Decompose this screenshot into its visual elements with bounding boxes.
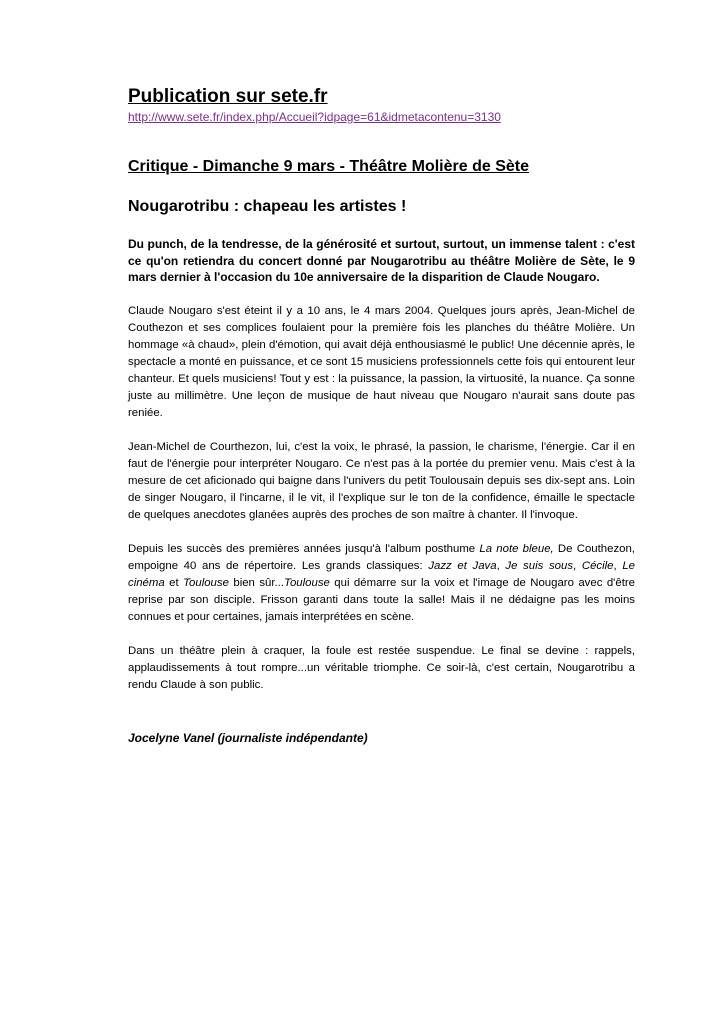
p3-text-2: De Couthezon, empoigne 40 ans de répertoire. Les grands classiques: — [128, 542, 635, 572]
song-title-le-cinema: Le cinéma — [128, 559, 635, 589]
critique-heading: Critique - Dimanche 9 mars - Théâtre Molière de Sète — [128, 158, 530, 175]
p3-text-4: , — [573, 559, 582, 572]
p3-text-8: qui démarre sur la voix et l'image de Nougaro avec d'être reprise par son disciple. Frisson garanti dans toute la salle! Mais il ne dédaigne pas les moins connues et pour certaines, jamais interprétées en scène. — [128, 576, 635, 623]
p3-text-1: Depuis les succès des premières années jusqu'à l'album posthume — [128, 542, 480, 555]
song-title-toulouse: Toulouse — [183, 576, 229, 589]
p3-text-6: et — [164, 576, 184, 589]
album-title-la-note-bleue: La note bleue, — [479, 542, 554, 555]
p3-text-5: , — [613, 559, 623, 572]
article-lead: Du punch, de la tendresse, de la générosité et surtout, surtout, un immense talent : c'est ce qu'on retiendra du concert donné par Nougarotribu au théâtre Molière de Sète, le 9 mars dernier à l'occasion du 10e anniversaire de la disparition de Claude Nougaro. — [128, 237, 635, 285]
article-paragraph-1: Claude Nougaro s'est éteint il y a 10 ans, le 4 mars 2004. Quelques jours après, Jean-Michel de Couthezon et ses complices foulaient pour la première fois les planches du théâtre Molière. Un hommage «à chaud», plein d'émotion, qui avait déjà enthousiasmé le public! Une décennie après, le spectacle a monté en puissance, et ce sont 15 musiciens professionnels cette fois qui entourent leur chanteur. Et quels musiciens! Tout y est : la puissance, la passion, la virtuosité, la nuance. Ça sonne juste au millimètre. Une leçon de musique de haut niveau que Nougaro n'aurait sans doute pas reniée. — [128, 304, 635, 419]
article-paragraph-3 — [128, 541, 635, 626]
publication-link[interactable]: http://www.sete.fr/index.php/Accueil?idpage=61&idmetacontenu=3130 — [128, 110, 501, 124]
song-title-jazz-et-java: Jazz et Java — [428, 559, 497, 572]
article-author: Jocelyne Vanel (journaliste indépendante) — [128, 730, 368, 745]
article-paragraph-4: Dans un théâtre plein à craquer, la foule est restée suspendue. Le final se devine : rappels, applaudissements à tout rompre...un véritable triomphe. Ce soir-là, c'est certain, Nougarotribu a rendu Claude à son public. — [128, 644, 635, 691]
song-title-je-suis-sous: Je suis sous — [505, 559, 574, 572]
publication-title: Publication sur sete.fr — [128, 86, 328, 107]
article-headline: Nougarotribu : chapeau les artistes ! — [128, 198, 407, 215]
p3-text-3: , — [496, 559, 506, 572]
song-title-toulouse-2: Toulouse — [284, 576, 330, 589]
p3-text-7: bien sûr... — [228, 576, 285, 589]
article-container — [128, 86, 635, 745]
song-title-cecile: Cécile — [581, 559, 614, 572]
article-paragraph-2: Jean-Michel de Courthezon, lui, c'est la voix, le phrasé, la passion, le charisme, l'énergie. Car il en faut de l'énergie pour interpréter Nougaro. Ce n'est pas à la portée du premier venu. Mais c'est à la mesure de cet aficionado qui baigne dans l'univers du petit Toulousain depuis ses dix-sept ans. Loin de singer Nougaro, il l'incarne, il le vit, il l'explique sur le ton de la confidence, émaille le spectacle de quelques anecdotes glanées auprès des proches de son maître à chanter. Il l'invoque. — [128, 440, 635, 521]
